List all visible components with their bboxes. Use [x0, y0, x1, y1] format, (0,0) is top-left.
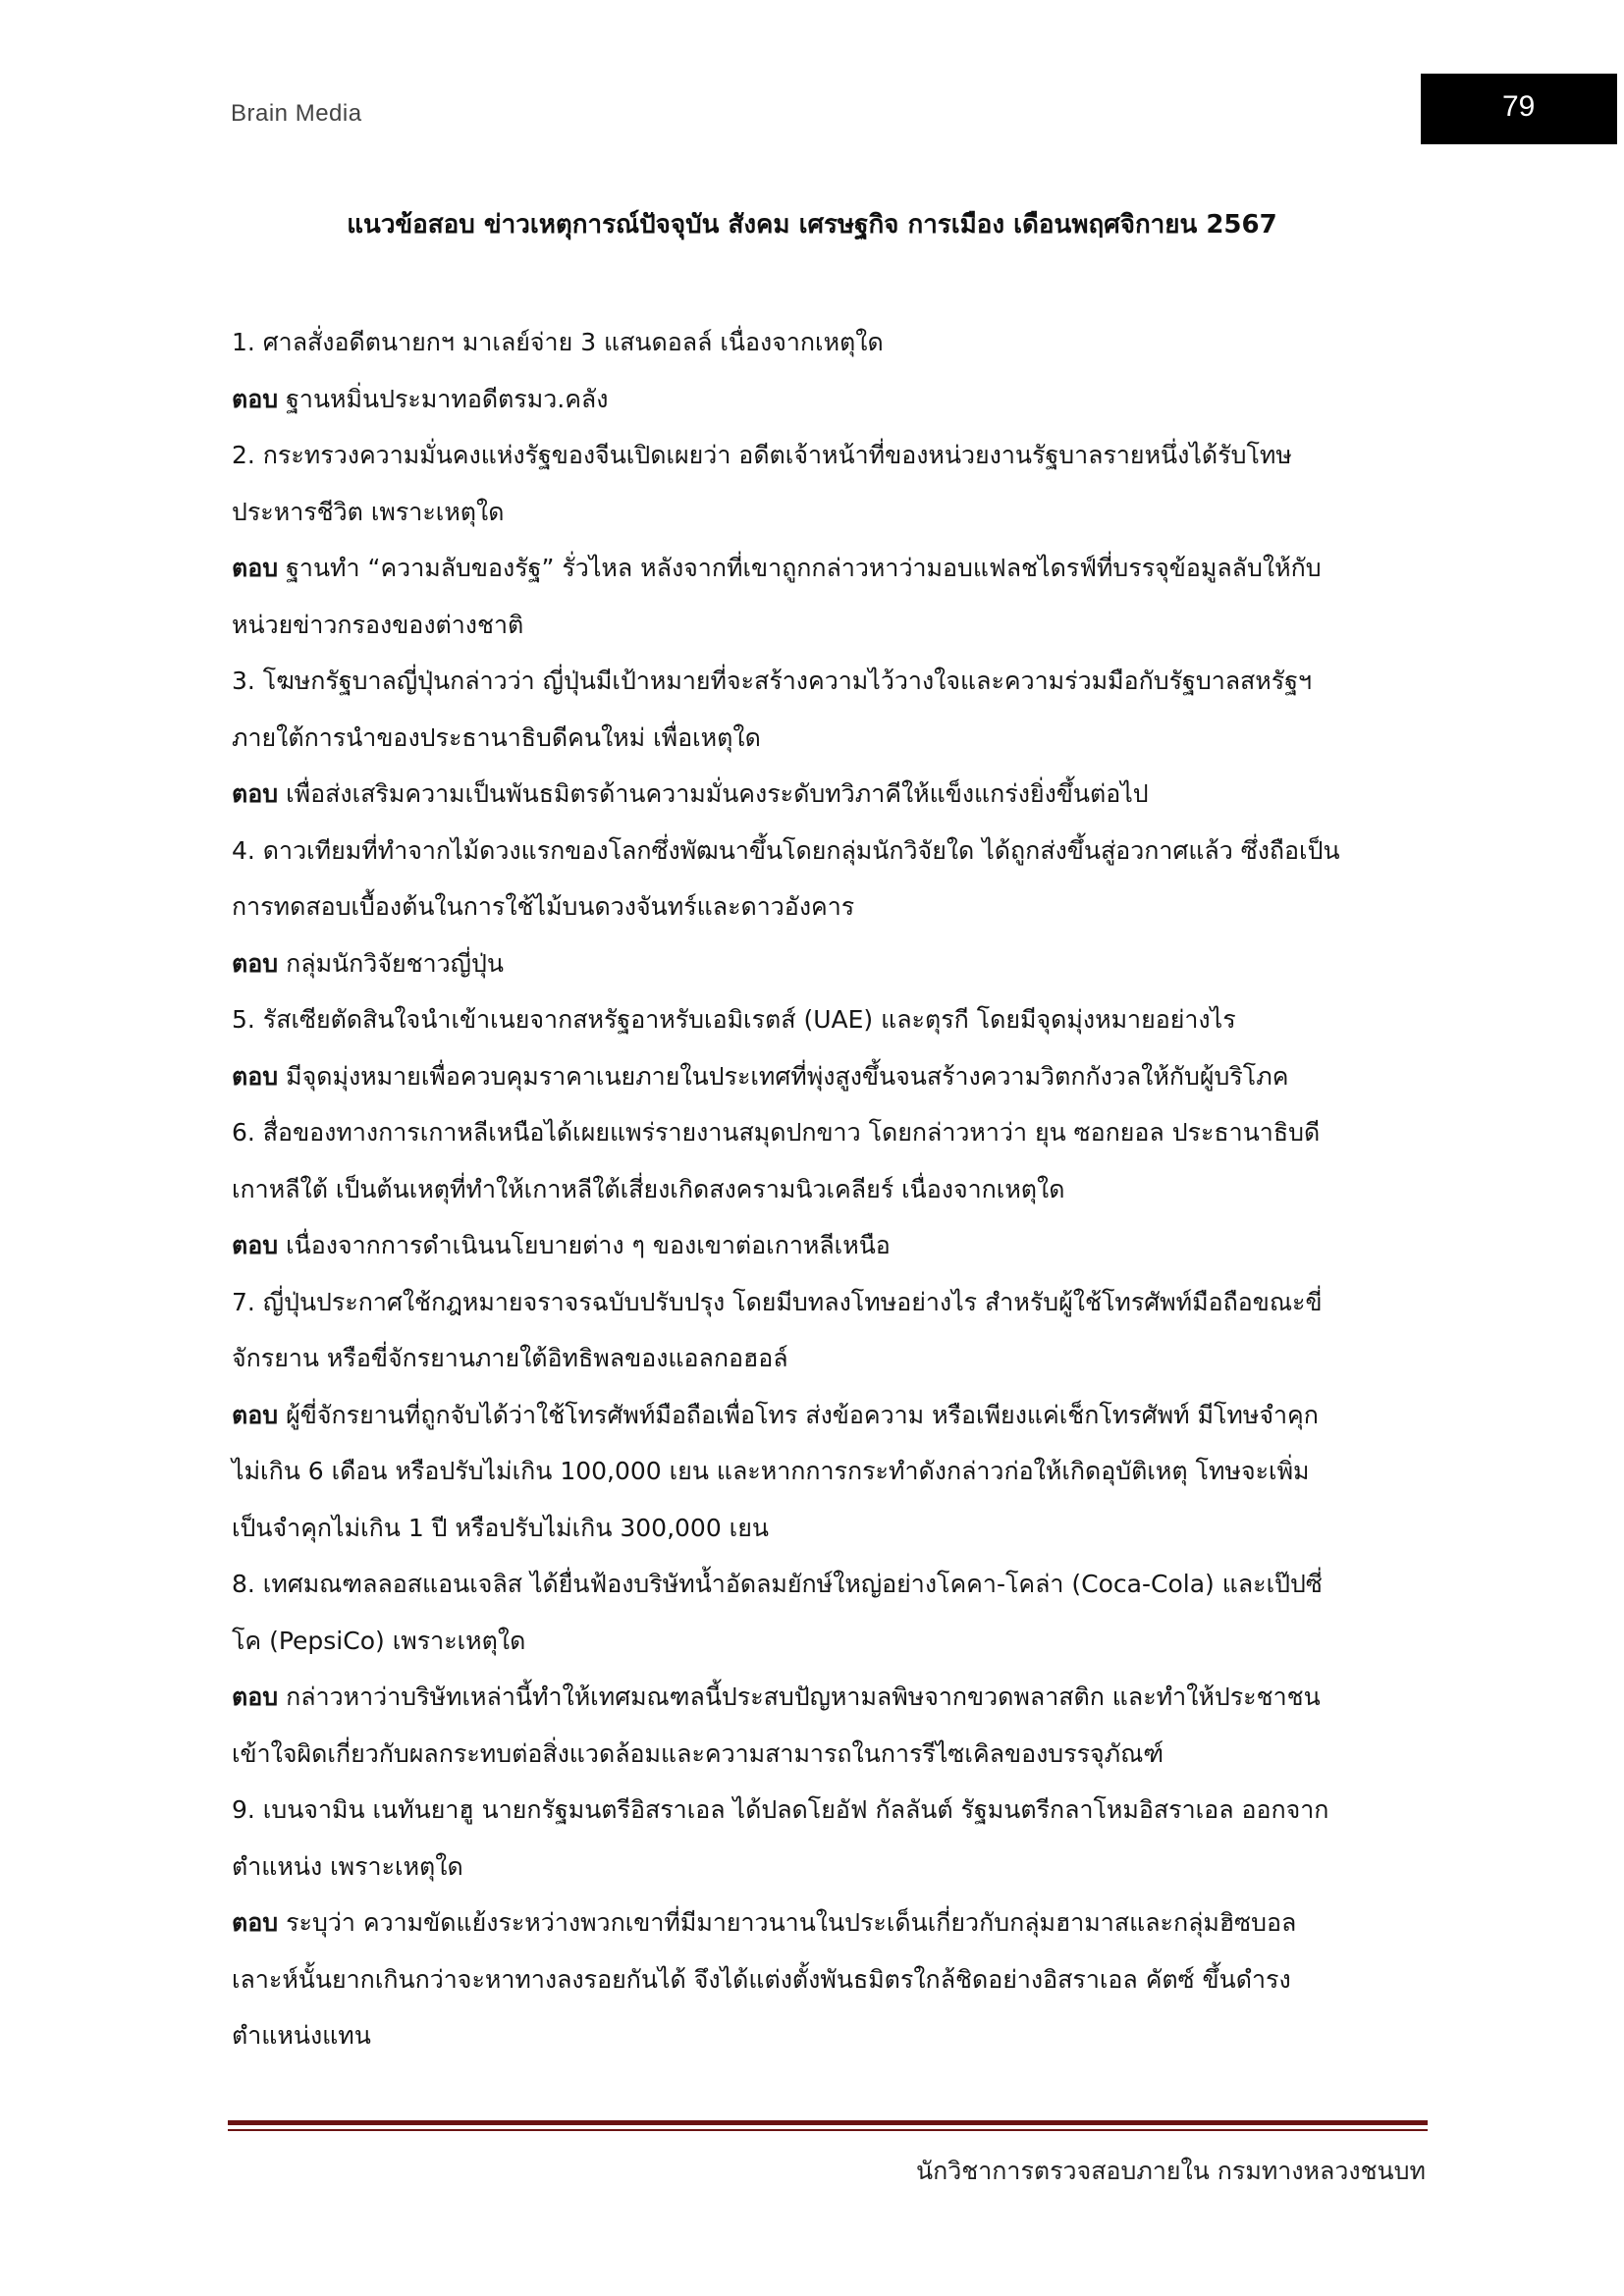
answer-line — [232, 1048, 1435, 1105]
question-line: ตำแหน่ง เพราะเหตุใด — [232, 1851, 463, 1881]
answer-label: ตอบ — [232, 1400, 279, 1429]
answer-text: เนื่องจากการดำเนินนโยบายต่าง ๆ ของเขาต่อเกาหลีเหนือ — [286, 1231, 891, 1259]
question-line: 3. โฆษกรัฐบาลญี่ปุ่นกล่าวว่า ญี่ปุ่นมีเป้าหมายที่จะสร้างความไว้วางใจและความร่วมมือกับรัฐบาลสหรัฐฯ — [232, 667, 1313, 695]
answer-line — [232, 1387, 1435, 1444]
question-line: ภายใต้การนำของประธานาธิบดีคนใหม่ เพื่อเหตุใด — [232, 722, 761, 752]
document-title: แนวข้อสอบ ข่าวเหตุการณ์ปัจจุบัน สังคม เศรษฐกิจ การเมือง เดือนพฤศจิกายน 2567 — [347, 210, 1277, 240]
answer-text: กล่าวหาว่าบริษัทเหล่านี้ทำให้เทศมณฑลนี้ประสบปัญหามลพิษจากขวดพลาสติก และทำให้ประชาชน — [286, 1682, 1321, 1711]
answer-line — [232, 1726, 1435, 1783]
question-line: 5. รัสเซียตัดสินใจนำเข้าเนยจากสหรัฐอาหรับเอมิเรตส์ (UAE) และตุรกี โดยมีจุดมุ่งหมายอย่างไร — [232, 1005, 1236, 1034]
answer-text: ตำแหน่งแทน — [232, 2021, 371, 2050]
question-line: 9. เบนจามิน เนทันยาฮู นายกรัฐมนตรีอิสราเอล ได้ปลดโยอัฟ กัลลันต์ รัฐมนตรีกลาโหมอิสราเอล ออกจาก — [232, 1795, 1329, 1824]
answer-label: ตอบ — [232, 1908, 279, 1937]
question-line: 2. กระทรวงความมั่นคงแห่งรัฐของจีนเปิดเผยว่า อดีตเจ้าหน้าที่ของหน่วยงานรัฐบาลรายหนึ่งได้รับโทษ — [232, 441, 1292, 469]
answer-line — [232, 1951, 1435, 2008]
answer-text: กลุ่มนักวิจัยชาวญี่ปุ่น — [286, 948, 504, 978]
question-line: 7. ญี่ปุ่นประกาศใช้กฎหมายจราจรฉบับปรับปรุง โดยมีบทลงโทษอย่างไร สำหรับผู้ใช้โทรศัพท์มือถือขณะขี่ — [232, 1287, 1323, 1316]
answer-text: ฐานทำ “ความลับของรัฐ” รั่วไหล หลังจากที่เขาถูกกล่าวหาว่ามอบแฟลชไดรฟ์ที่บรรจุข้อมูลลับให้กับ — [286, 554, 1322, 582]
answer-line — [232, 935, 1435, 992]
question-line: โค (PepsiCo) เพราะเหตุใด — [232, 1626, 526, 1655]
answer-text: ฐานหมิ่นประมาทอดีตรมว.คลัง — [286, 384, 609, 413]
page-number: 79 — [1502, 90, 1536, 123]
answer-line — [232, 1895, 1435, 1951]
answer-label: ตอบ — [232, 1061, 279, 1091]
answer-line — [232, 1217, 1435, 1274]
question-line: 1. ศาลสั่งอดีตนายกฯ มาเลย์จ่าย 3 แสนดอลล์ เนื่องจากเหตุใด — [232, 328, 884, 356]
answer-text: มีจุดมุ่งหมายเพื่อควบคุมราคาเนยภายในประเทศที่พุ่งสูงขึ้นจนสร้างความวิตกกังวลให้กับผู้บริโภค — [286, 1061, 1289, 1091]
answer-label: ตอบ — [232, 554, 279, 582]
question-line: เกาหลีใต้ เป็นต้นเหตุที่ทำให้เกาหลีใต้เสี่ยงเกิดสงครามนิวเคลียร์ เนื่องจากเหตุใด — [232, 1174, 1065, 1203]
footer-rule-thin — [228, 2129, 1428, 2131]
answer-text: เพื่อส่งเสริมความเป็นพันธมิตรด้านความมั่นคงระดับทวิภาคีให้แข็งแกร่งยิ่งขึ้นต่อไป — [286, 779, 1149, 808]
answer-line — [232, 766, 1435, 823]
answer-line — [232, 1500, 1435, 1557]
answer-label: ตอบ — [232, 384, 279, 413]
question-line: 8. เทศมณฑลลอสแอนเจลิส ได้ยื่นฟ้องบริษัทน้ำอัดลมยักษ์ใหญ่อย่างโคคา-โคล่า (Coca-Cola) และเป๊ปซี่ — [232, 1570, 1323, 1598]
answer-text: เลาะห์นั้นยากเกินกว่าจะหาทางลงรอยกันได้ จึงได้แต่งตั้งพันธมิตรใกล้ชิดอย่างอิสราเอล คัตซ์ ขึ้นดำรง — [232, 1964, 1291, 1994]
answer-label: ตอบ — [232, 779, 279, 808]
answer-text: ระบุว่า ความขัดแย้งระหว่างพวกเขาที่มีมายาวนานในประเด็นเกี่ยวกับกลุ่มฮามาสและกลุ่มฮิซบอล — [286, 1908, 1297, 1937]
answer-line — [232, 371, 1435, 428]
question-line: ประหารชีวิต เพราะเหตุใด — [232, 497, 505, 526]
answer-text: หน่วยข่าวกรองของต่างชาติ — [232, 610, 524, 639]
question-line: 6. สื่อของทางการเกาหลีเหนือได้เผยแพร่รายงานสมุดปกขาว โดยกล่าวหาว่า ยุน ซอกยอล ประธานาธิบดี — [232, 1118, 1321, 1147]
qa-content — [232, 314, 1435, 2064]
answer-line — [232, 2007, 1435, 2064]
answer-line — [232, 1669, 1435, 1726]
footer-text: นักวิชาการตรวจสอบภายใน กรมทางหลวงชนบท — [916, 2157, 1426, 2185]
answer-label: ตอบ — [232, 948, 279, 978]
question-line: การทดสอบเบื้องต้นในการใช้ไม้บนดวงจันทร์และดาวอังคาร — [232, 892, 855, 921]
answer-text: ผู้ขี่จักรยานที่ถูกจับได้ว่าใช้โทรศัพท์มือถือเพื่อโทร ส่งข้อความ หรือเพียงแค่เช็กโทรศัพท์ มีโทษจำคุก — [286, 1400, 1319, 1429]
answer-text: ไม่เกิน 6 เดือน หรือปรับไม่เกิน 100,000 เยน และหากการกระทำดังกล่าวก่อให้เกิดอุบัติเหตุ โทษจะเพิ่ม — [232, 1457, 1310, 1485]
answer-label: ตอบ — [232, 1231, 279, 1259]
header-brand: Brain Media — [231, 100, 362, 127]
footer-rule-thick — [228, 2120, 1428, 2125]
answer-label: ตอบ — [232, 1682, 279, 1711]
answer-text: เป็นจำคุกไม่เกิน 1 ปี หรือปรับไม่เกิน 300,000 เยน — [232, 1513, 769, 1542]
question-line: 4. ดาวเทียมที่ทำจากไม้ดวงแรกของโลกซึ่งพัฒนาขึ้นโดยกลุ่มนักวิจัยใด ได้ถูกส่งขึ้นสู่อวกาศแล้ว ซึ่งถือเป็น — [232, 835, 1340, 865]
answer-line — [232, 597, 1435, 654]
question-line: จักรยาน หรือขี่จักรยานภายใต้อิทธิพลของแอลกอฮอล์ — [232, 1344, 788, 1372]
answer-line — [232, 540, 1435, 597]
answer-text: เข้าใจผิดเกี่ยวกับผลกระทบต่อสิ่งแวดล้อมและความสามารถในการรีไซเคิลของบรรจุภัณฑ์ — [232, 1738, 1164, 1768]
answer-line — [232, 1443, 1435, 1500]
